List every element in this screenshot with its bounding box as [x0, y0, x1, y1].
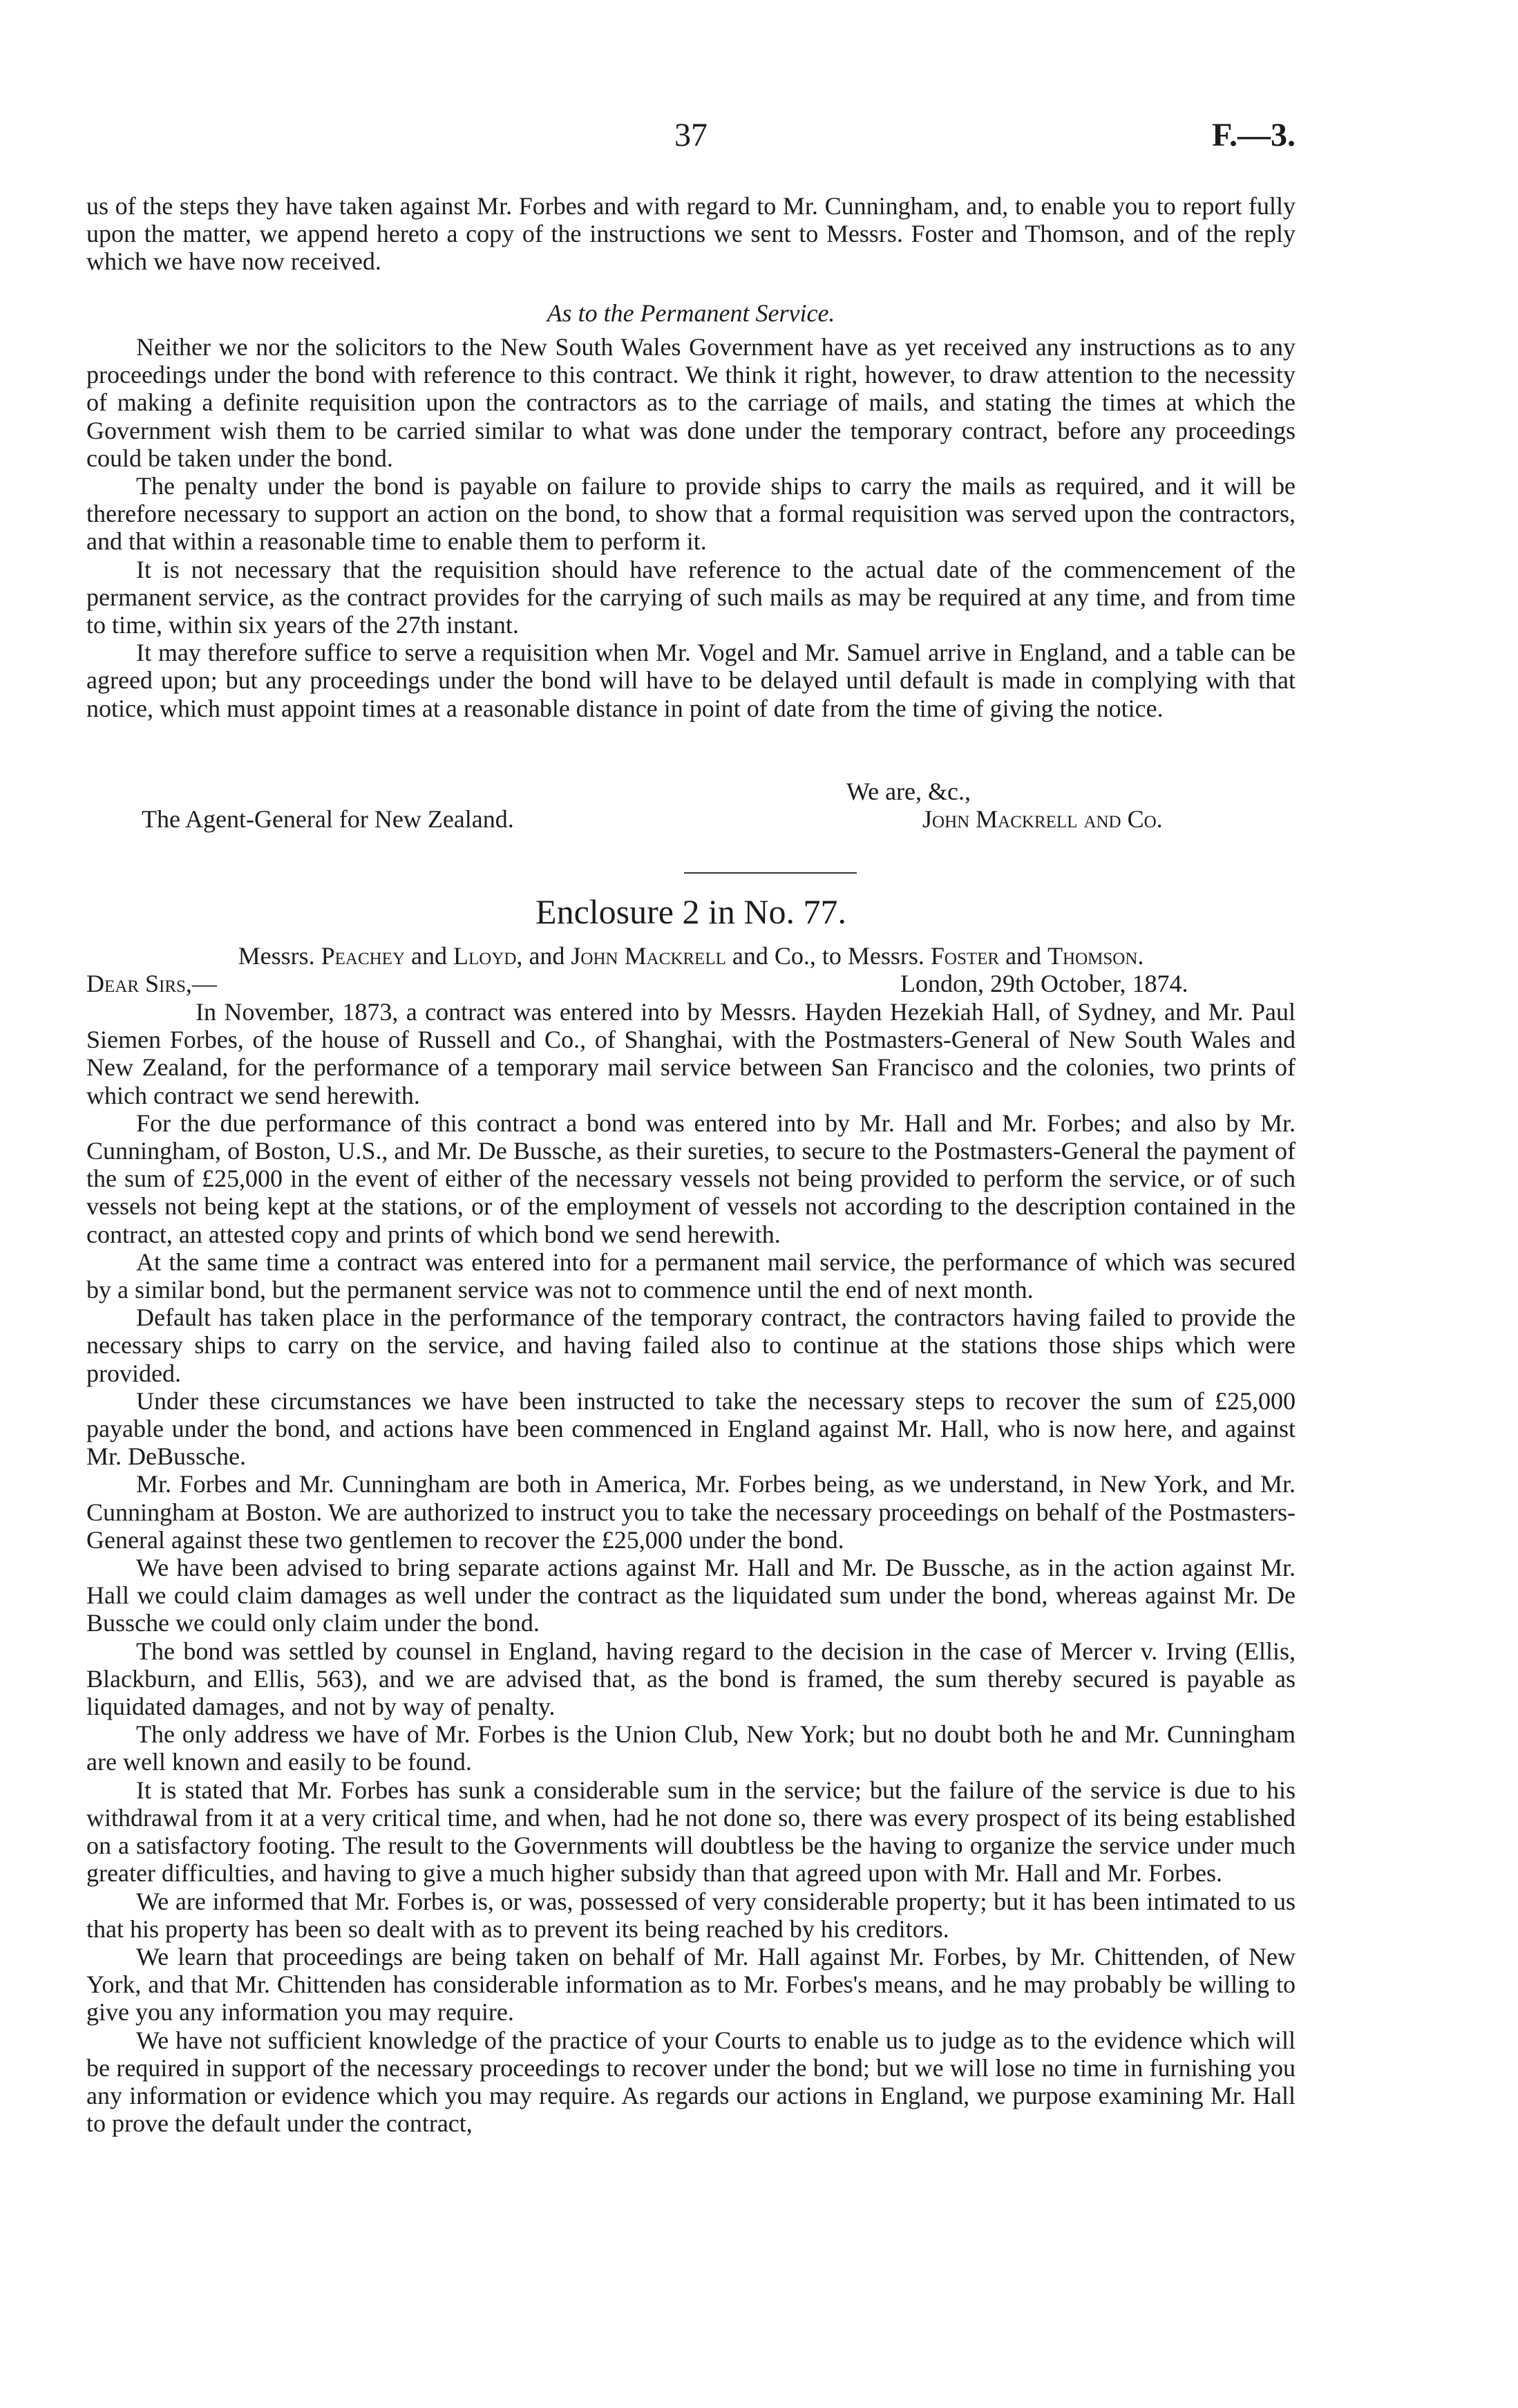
valediction: We are, &c., [846, 778, 971, 805]
parties-text: and [529, 942, 565, 970]
paragraph: At the same time a contract was entered into for a permanent mail service, the performance of which was secured by a similar bond, but the permanent service was not to commence until the end of next month. [86, 1248, 1296, 1304]
paragraph: The penalty under the bond is payable on failure to provide ships to carry the mails as required, and it will be therefore necessary to support an action on the bond, to show that a formal requisition was served upon the contractors, and that within a reasonable time to enable them to perform it. [86, 472, 1296, 556]
party-name: Peachey [321, 942, 406, 970]
addressee: The Agent-General for New Zealand. [142, 805, 514, 833]
paper-reference: F.—3. [1212, 117, 1296, 153]
parties-text: and Co., to Messrs. [732, 942, 924, 970]
permanent-service-section [86, 333, 1296, 722]
party-name: John Mackrell [571, 942, 726, 970]
section-divider [684, 872, 857, 874]
parties-text: and [1005, 942, 1042, 970]
paragraph: It is stated that Mr. Forbes has sunk a considerable sum in the service; but the failure of the service is due to his withdrawal from it at a very critical time, and when, had he not done so, there was every prospect of its being established on a satisfactory footing. The result to the Governments will doubtless be the having to organize the service under much greater difficulties, and having to give a much higher subsidy than that agreed upon with Mr. Hall and Mr. Forbes. [86, 1776, 1296, 1888]
paragraph: For the due performance of this contract a bond was entered into by Mr. Hall and Mr. Forbes; and also by Mr. Cunningham, of Boston, U.S., and Mr. De Bussche, as their sureties, to secure to the Postmasters-General the payment of the sum of £25,000 in the event of either of the necessary vessels not being provided to perform the service, or of such vessels not being kept at the stations, or of the employment of vessels not according to the description contained in the contract, an attested copy and prints of which bond we send herewith. [86, 1109, 1296, 1248]
paragraph: The only address we have of Mr. Forbes is the Union Club, New York; but no doubt both he and Mr. Cunningham are well known and easily to be found. [86, 1720, 1296, 1776]
paragraph: Default has taken place in the performance of the temporary contract, the contractors having failed to provide the necessary ships to carry on the service, and having failed also to continue at the stations those ships which were provided. [86, 1304, 1296, 1387]
signatory: John Mackrell and Co. [922, 805, 1163, 833]
paragraph: It is not necessary that the requisition should have reference to the actual date of the commencement of the permanent service, as the contract provides for the carrying of such mails as may be required at any time, and from time to time, within six years of the 27th instant. [86, 555, 1296, 639]
paragraph: Neither we nor the solicitors to the New South Wales Government have as yet received any instructions as to any proceedings under the bond with reference to this contract. We think it right, however, to draw attention to the necessity of making a definite requisition upon the contractors as to the carriage of mails, and stating the times at which the Government wish them to be carried similar to what was done under the temporary contract, before any proceedings could be taken under the bond. [86, 333, 1296, 472]
correspondence-parties [86, 941, 1296, 970]
page-number: 37 [674, 117, 708, 153]
page-header [86, 116, 1296, 158]
enclosure-letter-body [86, 998, 1296, 2137]
salutation: Dear Sirs,— [86, 970, 217, 997]
party-name: Foster [930, 942, 1000, 970]
paragraph: We learn that proceedings are being taken on behalf of Mr. Hall against Mr. Forbes, by Mr. Chittenden, of New York, and that Mr. Chittenden has considerable information as to Mr. Forbes's means, and he may probably be willing to give you any information you may require. [86, 1942, 1296, 2026]
dateline: London, 29th October, 1874. [900, 970, 1188, 997]
paragraph: The bond was settled by counsel in England, having regard to the decision in the case of Mercer v. Irving (Ellis, Blackburn, and Ellis, 563), and we are advised that, as the bond is framed, the sum thereby secured is payable as liquidated damages, and not by way of penalty. [86, 1637, 1296, 1721]
salutation-line [86, 969, 1296, 997]
intro-section [86, 192, 1296, 276]
paragraph: We have not sufficient knowledge of the practice of your Courts to enable us to judge as to the evidence which will be required in support of the necessary proceedings to recover under the bond; but we will lose no time in furnishing you any information or evidence which you may require. As regards our actions in England, we purpose examining Mr. Hall to prove the default under the contract, [86, 2026, 1296, 2138]
intro-paragraph: us of the steps they have taken against Mr. Forbes and with regard to Mr. Cunningham, and, to enable you to report fully upon the matter, we append hereto a copy of the instructions we sent to Messrs. Foster and Thomson, and of the reply which we have now received. [86, 192, 1296, 276]
section-heading: As to the Permanent Service. [547, 299, 835, 327]
parties-text: and [411, 942, 447, 970]
party-name: Thomson. [1047, 942, 1144, 970]
paragraph: Mr. Forbes and Mr. Cunningham are both in America, Mr. Forbes being, as we understand, in New York, and Mr. Cunningham at Boston. We are authorized to instruct you to take the necessary proceedings on behalf of the Postmasters-General against these two gentlemen to recover the £25,000 under the bond. [86, 1470, 1296, 1554]
paragraph: It may therefore suffice to serve a requisition when Mr. Vogel and Mr. Samuel arrive in England, and a table can be agreed upon; but any proceedings under the bond will have to be delayed until default is made in complying with that notice, which must appoint times at a reasonable distance in point of date from the time of giving the notice. [86, 639, 1296, 722]
enclosure-title: Enclosure 2 in No. 77. [535, 892, 846, 931]
paragraph: Under these circumstances we have been instructed to take the necessary steps to recover the sum of £25,000 payable under the bond, and actions have been commenced in England against Mr. Hall, who is now here, and against Mr. DeBussche. [86, 1386, 1296, 1471]
paragraph: In November, 1873, a contract was entered into by Messrs. Hayden Hezekiah Hall, of Sydney, and Mr. Paul Siemen Forbes, of the house of Russell and Co., of Shanghai, with the Postmasters-General of New South Wales and New Zealand, for the performance of a temporary mail service between San Francisco and the colonies, two prints of which contract we send herewith. [86, 998, 1296, 1109]
paragraph: We have been advised to bring separate actions against Mr. Hall and Mr. De Bussche, as in the action against Mr. Hall we could claim damages as well under the contract as the liquidated sum under the bond, whereas against Mr. De Bussche we could only claim under the bond. [86, 1554, 1296, 1637]
paragraph: We are informed that Mr. Forbes is, or was, possessed of very considerable property; but it has been intimated to us that his property has been so dealt with as to prevent its being reached by his creditors. [86, 1887, 1296, 1943]
party-name: Lloyd, [453, 942, 523, 970]
parties-text: Messrs. [238, 942, 315, 970]
